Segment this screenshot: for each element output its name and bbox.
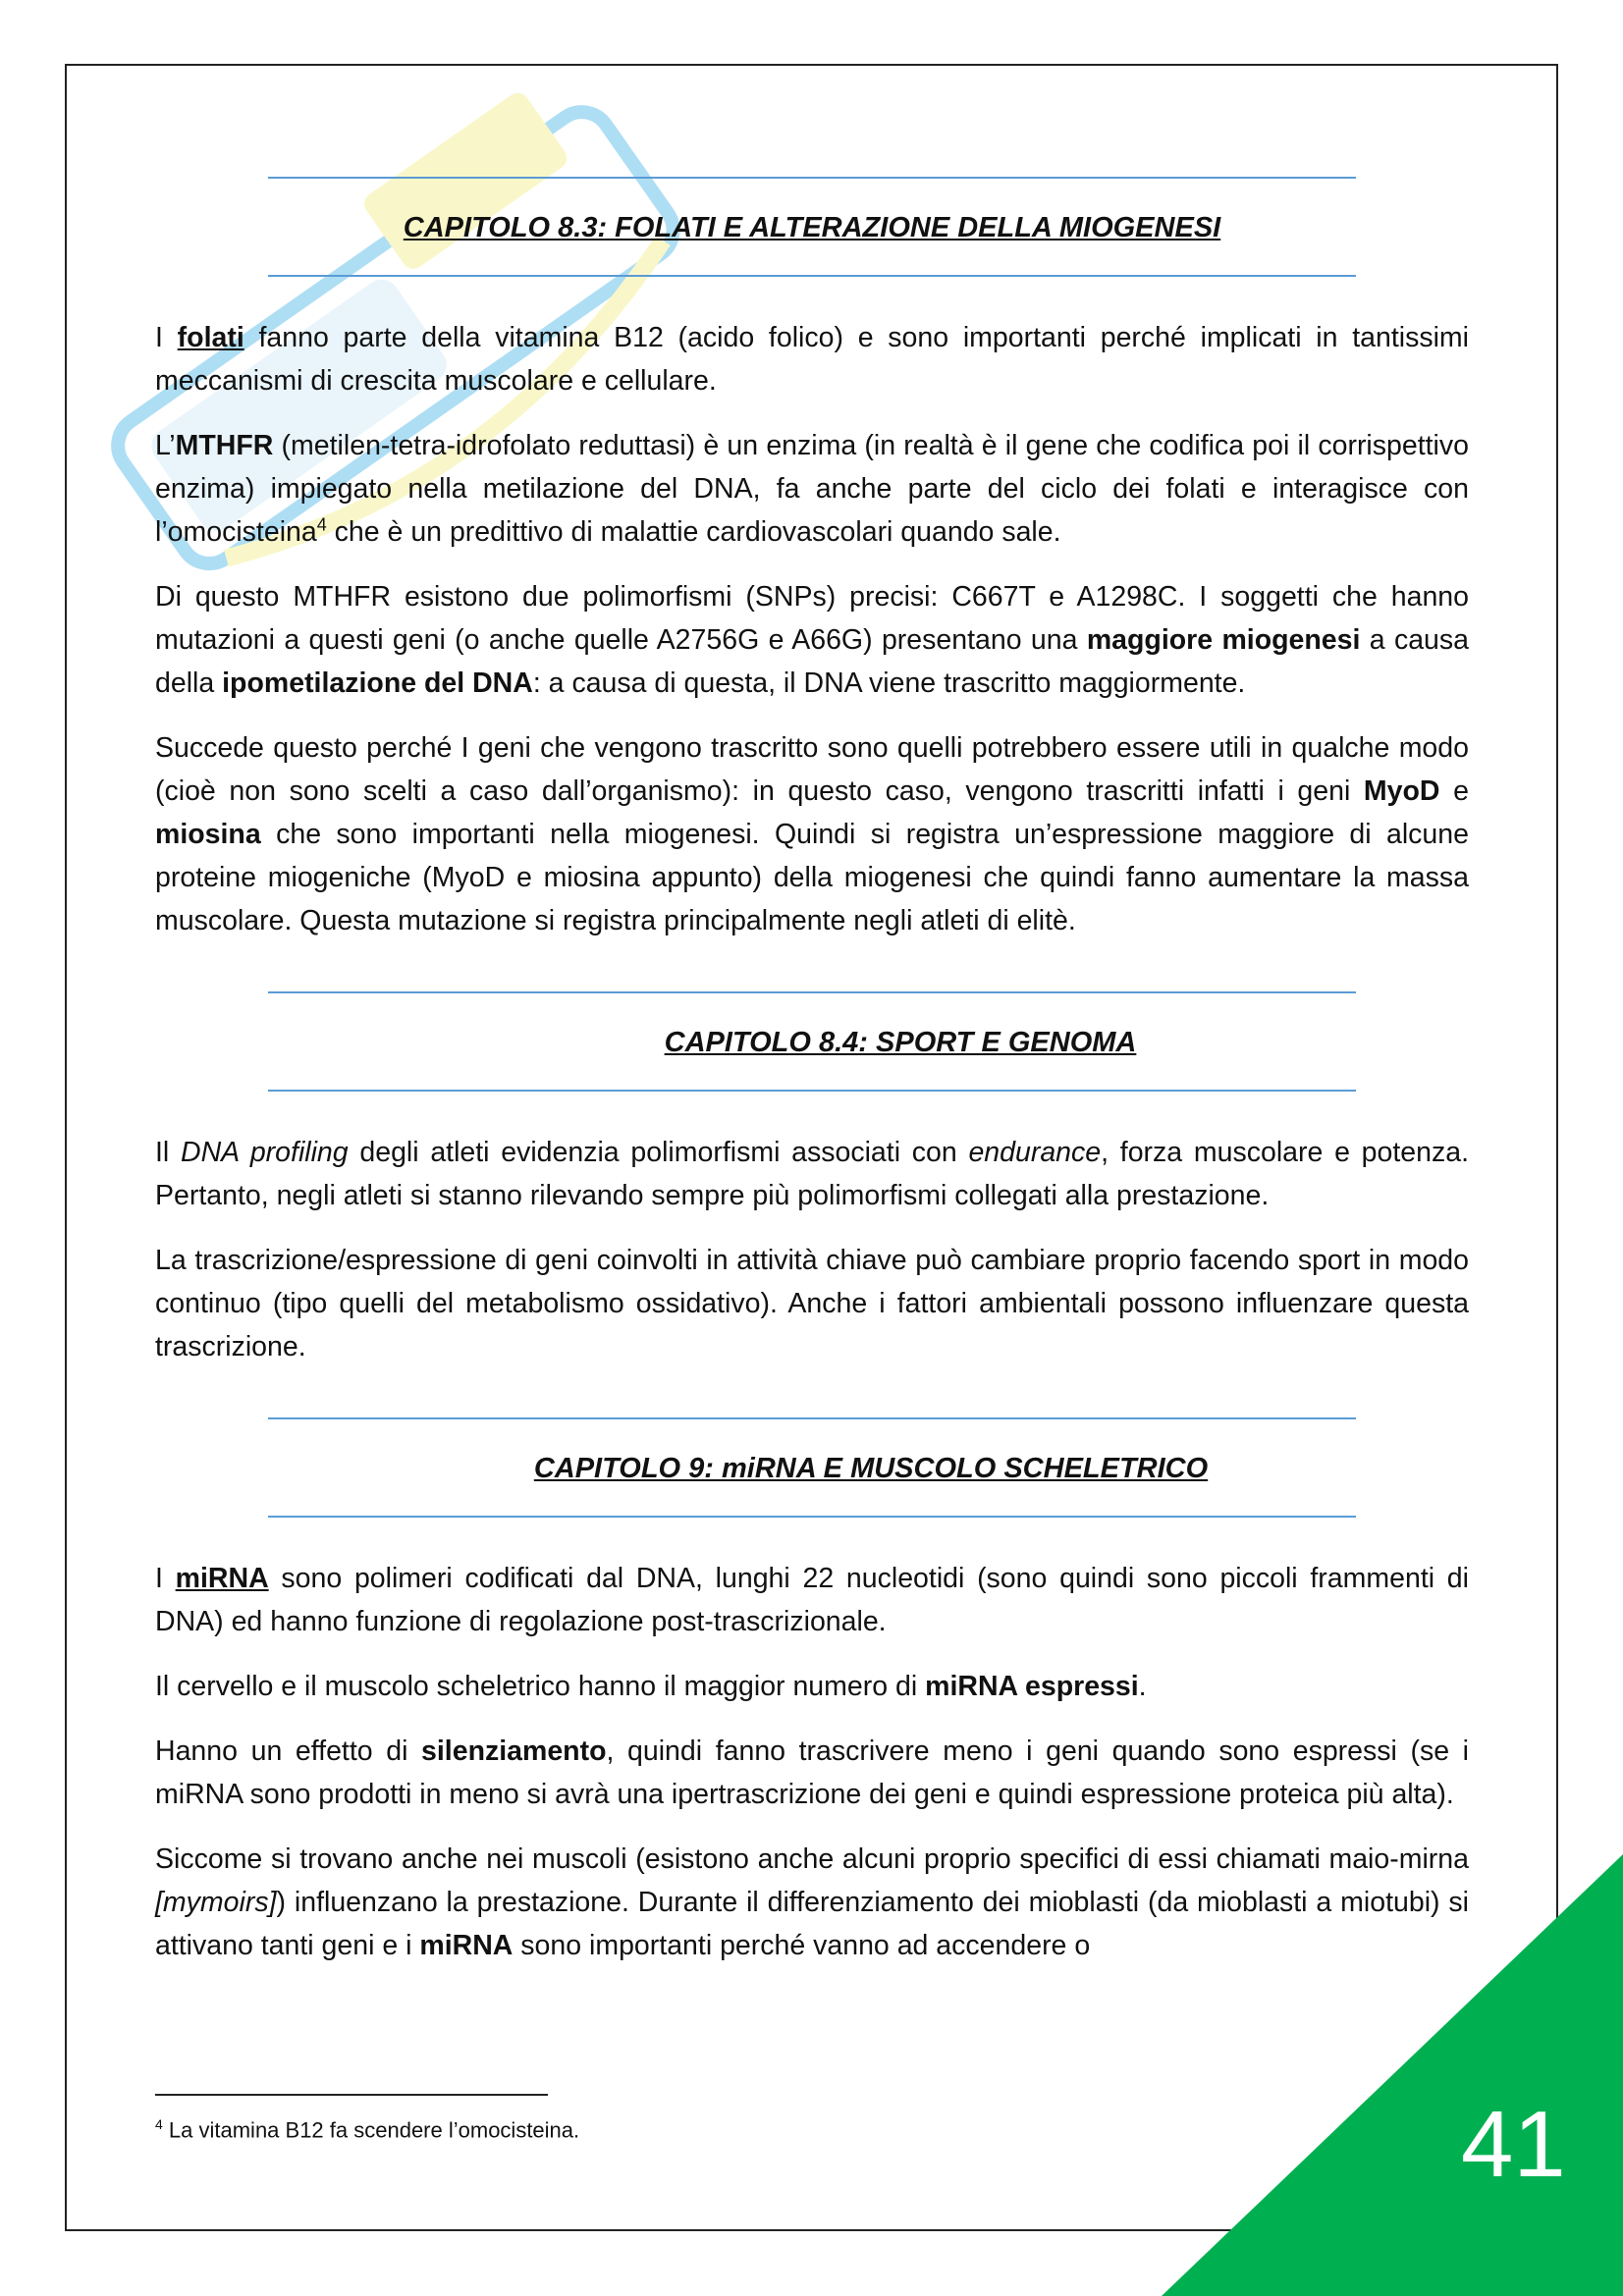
paragraph: Siccome si trovano anche nei muscoli (esistono anche alcuni proprio specifici di essi chiamati maio-mirna [mymoirs]) influenzano la prestazione. Durante il differenziamento dei mioblasti (da mioblasti a miotubi) si attivano tanti geni e i miRNA sono importanti perché vanno ad accendere o [155, 1843, 1469, 1961]
paragraph: Hanno un effetto di silenziamento, quindi fanno trascrivere meno i geni quando sono espressi (se i miRNA sono prodotti in meno si avrà una ipertrascrizione dei geni e quindi espressione proteica più alta). [155, 1735, 1470, 1810]
paragraph: L’MTHFR (metilen-tetra-idrofolato reduttasi) è un enzima (in realtà è il gene che codifica poi il corrispettivo enzima) impiegato nella metilazione del DNA, fa anche parte del ciclo dei folati e interagisce con l’omocisteina$^4$ che è un predittivo di malattie cardiovascolari quando sale. [155, 430, 1469, 548]
section-heading-block [268, 1417, 1356, 1518]
section-heading: CAPITOLO 9: miRNA E MUSCOLO SCHELETRICO [533, 1453, 1209, 1484]
document-body [155, 177, 1469, 1989]
paragraph: I miRNA sono polimeri codificati dal DNA, lunghi 22 nucleotidi (sono quindi sono piccoli frammenti di DNA) ed hanno funzione di regolazione post-trascrizionale. [155, 1563, 1469, 1637]
paragraph: Di questo MTHFR esistono due polimorfismi (SNPs) precisi: C667T e A1298C. I soggetti che hanno mutazioni a questi geni (o anche quelle A2756G e A66G) presentano una maggiore miogenesi a causa della ipometilazione del DNA: a causa di questa, il DNA viene trascritto maggiormente. [155, 581, 1470, 699]
page-number: 41 [1461, 2092, 1566, 2197]
paragraph: La trascrizione/espressione di geni coinvolti in attività chiave può cambiare proprio facendo sport in modo continuo (tipo quelli del metabolismo ossidativo). Anche i fattori ambientali possono influenzare questa trascrizione. [155, 1245, 1469, 1362]
section-heading: CAPITOLO 8.4: SPORT E GENOMA [664, 1027, 1137, 1058]
heading-rule-bottom [268, 275, 1356, 277]
heading-rule-bottom [268, 1516, 1356, 1518]
footnote: $^4$ La vitamina B12 fa scendere l’omocisteina. [155, 2116, 580, 2143]
section-heading-block [268, 991, 1356, 1092]
page-corner-triangle [1162, 1854, 1623, 2296]
paragraph: Succede questo perché I geni che vengono trascritto sono quelli potrebbero essere utili in qualche modo (cioè non sono scelti a caso dall’organismo): in questo caso, vengono trascritti infatti i geni MyoD e miosina che sono importanti nella miogenesi. Quindi si registra un’espressione maggiore di alcune proteine miogeniche (MyoD e miosina appunto) della miogenesi che quindi fanno aumentare la massa muscolare. Questa mutazione si registra principalmente negli atleti di elitè. [155, 732, 1469, 936]
section-heading-block [268, 177, 1356, 277]
footnote-separator [155, 2094, 548, 2096]
paragraph: I folati fanno parte della vitamina B12 (acido folico) e sono importanti perché implicati in tantissimi meccanismi di crescita muscolare e cellulare. [155, 322, 1469, 397]
heading-rule-bottom [268, 1090, 1356, 1092]
section-heading: CAPITOLO 8.3: FOLATI E ALTERAZIONE DELLA MIOGENESI [403, 212, 1221, 243]
paragraph: Il cervello e il muscolo scheletrico hanno il maggior numero di miRNA espressi. [155, 1671, 1147, 1702]
paragraph: Il DNA profiling degli atleti evidenzia polimorfismi associati con endurance, forza muscolare e potenza. Pertanto, negli atleti si stanno rilevando sempre più polimorfismi collegati alla prestazione. [155, 1137, 1469, 1211]
footnote-ref: 4 [316, 514, 327, 535]
